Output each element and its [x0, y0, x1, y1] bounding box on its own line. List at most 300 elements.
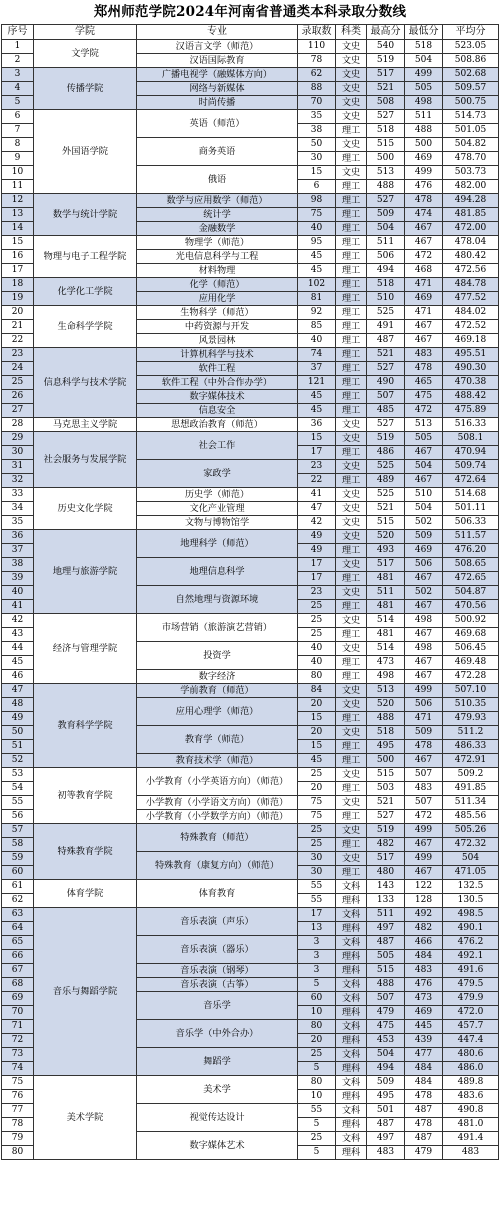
type-cell: 文科	[336, 1020, 367, 1034]
row-index: 59	[2, 852, 34, 866]
max-score-cell: 518	[367, 124, 405, 138]
college-cell: 传播学院	[34, 68, 137, 110]
min-score-cell: 509	[405, 726, 443, 740]
avg-score-cell: 480.6	[443, 1048, 499, 1062]
major-cell: 软件工程（中外合作办学）	[137, 376, 298, 390]
table-row	[2, 68, 499, 82]
major-cell: 文化产业管理	[137, 502, 298, 516]
count-cell: 36	[298, 418, 336, 432]
major-cell: 音乐表演（古筝）	[137, 978, 298, 992]
min-score-cell: 477	[405, 1048, 443, 1062]
min-score-cell: 475	[405, 390, 443, 404]
min-score-cell: 439	[405, 1034, 443, 1048]
min-score-cell: 487	[405, 1104, 443, 1118]
min-score-cell: 507	[405, 768, 443, 782]
major-cell: 特殊教育（康复方向）（师范）	[137, 852, 298, 880]
avg-score-cell: 503.73	[443, 166, 499, 180]
major-cell: 广播电视学（融媒体方向）	[137, 68, 298, 82]
row-index: 71	[2, 1020, 34, 1034]
count-cell: 102	[298, 278, 336, 292]
type-cell: 理工	[336, 656, 367, 670]
avg-score-cell: 501.05	[443, 124, 499, 138]
type-cell: 理科	[336, 1006, 367, 1020]
major-cell: 音乐学	[137, 992, 298, 1020]
count-cell: 49	[298, 544, 336, 558]
count-cell: 70	[298, 96, 336, 110]
max-score-cell: 490	[367, 376, 405, 390]
row-index: 35	[2, 516, 34, 530]
min-score-cell: 483	[405, 782, 443, 796]
major-cell: 社会工作	[137, 432, 298, 460]
min-score-cell: 474	[405, 208, 443, 222]
max-score-cell: 500	[367, 152, 405, 166]
min-score-cell: 502	[405, 516, 443, 530]
count-cell: 55	[298, 880, 336, 894]
type-cell: 理工	[336, 628, 367, 642]
min-score-cell: 445	[405, 1020, 443, 1034]
table-row	[2, 530, 499, 544]
table-row	[2, 40, 499, 54]
row-index: 51	[2, 740, 34, 754]
type-cell: 文史	[336, 82, 367, 96]
max-score-cell: 487	[367, 936, 405, 950]
min-score-cell: 483	[405, 964, 443, 978]
college-cell: 历史文化学院	[34, 488, 137, 530]
row-index: 4	[2, 82, 34, 96]
min-score-cell: 498	[405, 614, 443, 628]
max-score-cell: 473	[367, 656, 405, 670]
max-score-cell: 509	[367, 208, 405, 222]
avg-score-cell: 511.2	[443, 726, 499, 740]
count-cell: 92	[298, 306, 336, 320]
avg-score-cell: 482.00	[443, 180, 499, 194]
avg-score-cell: 475.89	[443, 404, 499, 418]
max-score-cell: 525	[367, 488, 405, 502]
row-index: 61	[2, 880, 34, 894]
count-cell: 10	[298, 1090, 336, 1104]
table-row	[2, 1076, 499, 1090]
row-index: 38	[2, 558, 34, 572]
min-score-cell: 518	[405, 40, 443, 54]
max-score-cell: 504	[367, 222, 405, 236]
avg-score-cell: 501.11	[443, 502, 499, 516]
page-title: 郑州师范学院2024年河南省普通类本科录取分数线	[93, 4, 407, 20]
college-cell: 音乐与舞蹈学院	[34, 908, 137, 1076]
avg-score-cell: 484.78	[443, 278, 499, 292]
min-score-cell: 468	[405, 264, 443, 278]
type-cell: 理工	[336, 474, 367, 488]
table-row	[2, 236, 499, 250]
college-cell: 数学与统计学院	[34, 194, 137, 236]
count-cell: 20	[298, 1034, 336, 1048]
type-cell: 文科	[336, 1132, 367, 1146]
major-cell: 视觉传达设计	[137, 1104, 298, 1132]
min-score-cell: 469	[405, 1006, 443, 1020]
avg-score-cell: 509.74	[443, 460, 499, 474]
max-score-cell: 503	[367, 782, 405, 796]
row-index: 74	[2, 1062, 34, 1076]
max-score-cell: 495	[367, 740, 405, 754]
avg-score-cell: 472.56	[443, 264, 499, 278]
max-score-cell: 487	[367, 1118, 405, 1132]
avg-score-cell: 495.51	[443, 348, 499, 362]
avg-score-cell: 477.52	[443, 292, 499, 306]
college-cell: 美术学院	[34, 1076, 137, 1160]
min-score-cell: 502	[405, 586, 443, 600]
major-cell: 俄语	[137, 166, 298, 194]
max-score-cell: 489	[367, 474, 405, 488]
type-cell: 文科	[336, 880, 367, 894]
type-cell: 文科	[336, 1076, 367, 1090]
row-index: 73	[2, 1048, 34, 1062]
major-cell: 历史学（师范）	[137, 488, 298, 502]
max-score-cell: 509	[367, 1076, 405, 1090]
avg-score-cell: 476.20	[443, 544, 499, 558]
max-score-cell: 508	[367, 96, 405, 110]
count-cell: 45	[298, 390, 336, 404]
college-cell: 物理与电子工程学院	[34, 236, 137, 278]
max-score-cell: 515	[367, 768, 405, 782]
type-cell: 理工	[336, 390, 367, 404]
row-index: 65	[2, 936, 34, 950]
type-cell: 文史	[336, 796, 367, 810]
count-cell: 25	[298, 628, 336, 642]
avg-score-cell: 492.1	[443, 950, 499, 964]
major-cell: 中药资源与开发	[137, 320, 298, 334]
row-index: 24	[2, 362, 34, 376]
max-score-cell: 514	[367, 642, 405, 656]
min-score-cell: 476	[405, 180, 443, 194]
major-cell: 音乐表演（声乐）	[137, 908, 298, 936]
max-score-cell: 505	[367, 950, 405, 964]
min-score-cell: 492	[405, 908, 443, 922]
min-score-cell: 506	[405, 698, 443, 712]
min-score-cell: 467	[405, 838, 443, 852]
row-index: 50	[2, 726, 34, 740]
avg-score-cell: 508.86	[443, 54, 499, 68]
avg-score-cell: 490.1	[443, 922, 499, 936]
row-index: 32	[2, 474, 34, 488]
max-score-cell: 510	[367, 292, 405, 306]
avg-score-cell: 470.94	[443, 446, 499, 460]
count-cell: 25	[298, 600, 336, 614]
row-index: 80	[2, 1146, 34, 1160]
avg-score-cell: 488.42	[443, 390, 499, 404]
avg-score-cell: 479.9	[443, 992, 499, 1006]
count-cell: 17	[298, 572, 336, 586]
row-index: 63	[2, 908, 34, 922]
type-cell: 文史	[336, 558, 367, 572]
type-cell: 理科	[336, 1034, 367, 1048]
type-cell: 理工	[336, 810, 367, 824]
major-cell: 小学教育（小学数学方向）（师范）	[137, 810, 298, 824]
major-cell: 数字媒体技术	[137, 390, 298, 404]
type-cell: 理工	[336, 334, 367, 348]
type-cell: 理工	[336, 320, 367, 334]
count-cell: 25	[298, 824, 336, 838]
min-score-cell: 472	[405, 810, 443, 824]
max-score-cell: 520	[367, 530, 405, 544]
row-index: 9	[2, 152, 34, 166]
min-score-cell: 478	[405, 362, 443, 376]
avg-score-cell: 476.2	[443, 936, 499, 950]
max-score-cell: 519	[367, 824, 405, 838]
avg-score-cell: 472.00	[443, 222, 499, 236]
major-cell: 体育教育	[137, 880, 298, 908]
table-row	[2, 110, 499, 124]
major-cell: 应用化学	[137, 292, 298, 306]
max-score-cell: 488	[367, 978, 405, 992]
type-cell: 文科	[336, 978, 367, 992]
min-score-cell: 499	[405, 852, 443, 866]
college-cell: 马克思主义学院	[34, 418, 137, 432]
avg-score-cell: 470.56	[443, 600, 499, 614]
major-cell: 学前教育（师范）	[137, 684, 298, 698]
type-cell: 文史	[336, 502, 367, 516]
type-cell: 文史	[336, 166, 367, 180]
count-cell: 5	[298, 978, 336, 992]
major-cell: 美术学	[137, 1076, 298, 1104]
row-index: 46	[2, 670, 34, 684]
count-cell: 80	[298, 1020, 336, 1034]
count-cell: 121	[298, 376, 336, 390]
max-score-cell: 133	[367, 894, 405, 908]
avg-score-cell: 510.35	[443, 698, 499, 712]
table-row	[2, 824, 499, 838]
header-row	[2, 25, 499, 40]
min-score-cell: 469	[405, 544, 443, 558]
min-score-cell: 473	[405, 992, 443, 1006]
count-cell: 30	[298, 866, 336, 880]
row-index: 70	[2, 1006, 34, 1020]
avg-score-cell: 489.8	[443, 1076, 499, 1090]
table-row	[2, 418, 499, 432]
min-score-cell: 500	[405, 138, 443, 152]
max-score-cell: 515	[367, 138, 405, 152]
avg-score-cell: 484.02	[443, 306, 499, 320]
min-score-cell: 467	[405, 866, 443, 880]
header-min: 最低分	[405, 25, 443, 40]
max-score-cell: 481	[367, 600, 405, 614]
count-cell: 23	[298, 460, 336, 474]
row-index: 78	[2, 1118, 34, 1132]
max-score-cell: 518	[367, 726, 405, 740]
college-cell: 文学院	[34, 40, 137, 68]
major-cell: 汉语言文学（师范）	[137, 40, 298, 54]
count-cell: 110	[298, 40, 336, 54]
type-cell: 文科	[336, 936, 367, 950]
max-score-cell: 515	[367, 516, 405, 530]
major-cell: 小学教育（小学语文方向）（师范）	[137, 796, 298, 810]
max-score-cell: 501	[367, 1104, 405, 1118]
row-index: 16	[2, 250, 34, 264]
max-score-cell: 506	[367, 250, 405, 264]
max-score-cell: 494	[367, 264, 405, 278]
type-cell: 文史	[336, 824, 367, 838]
avg-score-cell: 483	[443, 1146, 499, 1160]
avg-score-cell: 506.33	[443, 516, 499, 530]
min-score-cell: 488	[405, 124, 443, 138]
count-cell: 15	[298, 166, 336, 180]
min-score-cell: 479	[405, 1146, 443, 1160]
count-cell: 60	[298, 992, 336, 1006]
major-cell: 商务英语	[137, 138, 298, 166]
major-cell: 数字经济	[137, 670, 298, 684]
row-index: 30	[2, 446, 34, 460]
row-index: 40	[2, 586, 34, 600]
major-cell: 文物与博物馆学	[137, 516, 298, 530]
avg-score-cell: 511.34	[443, 796, 499, 810]
avg-score-cell: 471.05	[443, 866, 499, 880]
row-index: 1	[2, 40, 34, 54]
row-index: 33	[2, 488, 34, 502]
min-score-cell: 478	[405, 1090, 443, 1104]
min-score-cell: 483	[405, 348, 443, 362]
count-cell: 35	[298, 110, 336, 124]
count-cell: 45	[298, 250, 336, 264]
header-avg: 平均分	[443, 25, 499, 40]
row-index: 43	[2, 628, 34, 642]
type-cell: 理工	[336, 670, 367, 684]
type-cell: 文史	[336, 698, 367, 712]
min-score-cell: 498	[405, 642, 443, 656]
min-score-cell: 467	[405, 656, 443, 670]
type-cell: 理工	[336, 600, 367, 614]
max-score-cell: 488	[367, 180, 405, 194]
college-cell: 地理与旅游学院	[34, 530, 137, 614]
avg-score-cell: 509.57	[443, 82, 499, 96]
min-score-cell: 478	[405, 1118, 443, 1132]
major-cell: 数字媒体艺术	[137, 1132, 298, 1160]
avg-score-cell: 486.0	[443, 1062, 499, 1076]
college-cell: 初等教育学院	[34, 768, 137, 824]
type-cell: 理工	[336, 712, 367, 726]
avg-score-cell: 478.04	[443, 236, 499, 250]
count-cell: 5	[298, 1062, 336, 1076]
count-cell: 17	[298, 446, 336, 460]
min-score-cell: 513	[405, 418, 443, 432]
max-score-cell: 519	[367, 54, 405, 68]
count-cell: 3	[298, 950, 336, 964]
type-cell: 理科	[336, 1146, 367, 1160]
count-cell: 25	[298, 768, 336, 782]
max-score-cell: 504	[367, 1048, 405, 1062]
row-index: 68	[2, 978, 34, 992]
min-score-cell: 484	[405, 1062, 443, 1076]
type-cell: 理科	[336, 922, 367, 936]
avg-score-cell: 505.26	[443, 824, 499, 838]
type-cell: 理工	[336, 180, 367, 194]
major-cell: 舞蹈学	[137, 1048, 298, 1076]
type-cell: 理工	[336, 446, 367, 460]
type-cell: 理工	[336, 124, 367, 138]
row-index: 12	[2, 194, 34, 208]
table-row	[2, 194, 499, 208]
row-index: 44	[2, 642, 34, 656]
avg-score-cell: 514.73	[443, 110, 499, 124]
row-index: 53	[2, 768, 34, 782]
min-score-cell: 504	[405, 54, 443, 68]
row-index: 54	[2, 782, 34, 796]
max-score-cell: 482	[367, 838, 405, 852]
table-row	[2, 614, 499, 628]
count-cell: 62	[298, 68, 336, 82]
header-type: 科类	[336, 25, 367, 40]
count-cell: 22	[298, 474, 336, 488]
type-cell: 文史	[336, 138, 367, 152]
row-index: 76	[2, 1090, 34, 1104]
avg-score-cell: 472.64	[443, 474, 499, 488]
max-score-cell: 519	[367, 432, 405, 446]
row-index: 29	[2, 432, 34, 446]
college-cell: 外国语学院	[34, 110, 137, 194]
type-cell: 文史	[336, 768, 367, 782]
max-score-cell: 521	[367, 796, 405, 810]
count-cell: 40	[298, 222, 336, 236]
min-score-cell: 467	[405, 474, 443, 488]
type-cell: 文史	[336, 684, 367, 698]
max-score-cell: 511	[367, 586, 405, 600]
avg-score-cell: 472.52	[443, 320, 499, 334]
row-index: 69	[2, 992, 34, 1006]
avg-score-cell: 478.70	[443, 152, 499, 166]
max-score-cell: 514	[367, 614, 405, 628]
count-cell: 84	[298, 684, 336, 698]
avg-score-cell: 479.93	[443, 712, 499, 726]
row-index: 22	[2, 334, 34, 348]
major-cell: 数学与应用数学（师范）	[137, 194, 298, 208]
type-cell: 理科	[336, 950, 367, 964]
row-index: 31	[2, 460, 34, 474]
major-cell: 统计学	[137, 208, 298, 222]
row-index: 64	[2, 922, 34, 936]
max-score-cell: 480	[367, 866, 405, 880]
max-score-cell: 513	[367, 684, 405, 698]
count-cell: 17	[298, 908, 336, 922]
avg-score-cell: 511.57	[443, 530, 499, 544]
major-cell: 计算机科学与技术	[137, 348, 298, 362]
count-cell: 75	[298, 810, 336, 824]
min-score-cell: 499	[405, 684, 443, 698]
max-score-cell: 497	[367, 922, 405, 936]
table-row	[2, 348, 499, 362]
count-cell: 20	[298, 726, 336, 740]
type-cell: 理工	[336, 348, 367, 362]
count-cell: 25	[298, 1132, 336, 1146]
count-cell: 20	[298, 698, 336, 712]
count-cell: 37	[298, 362, 336, 376]
count-cell: 20	[298, 782, 336, 796]
min-score-cell: 511	[405, 110, 443, 124]
max-score-cell: 521	[367, 502, 405, 516]
count-cell: 75	[298, 208, 336, 222]
min-score-cell: 467	[405, 572, 443, 586]
major-cell: 时尚传播	[137, 96, 298, 110]
max-score-cell: 453	[367, 1034, 405, 1048]
type-cell: 理工	[336, 292, 367, 306]
type-cell: 理工	[336, 306, 367, 320]
count-cell: 55	[298, 894, 336, 908]
count-cell: 42	[298, 516, 336, 530]
row-index: 60	[2, 866, 34, 880]
count-cell: 15	[298, 432, 336, 446]
type-cell: 文史	[336, 488, 367, 502]
type-cell: 文史	[336, 418, 367, 432]
max-score-cell: 517	[367, 852, 405, 866]
avg-score-cell: 504.87	[443, 586, 499, 600]
type-cell: 理工	[336, 362, 367, 376]
major-cell: 金融数学	[137, 222, 298, 236]
